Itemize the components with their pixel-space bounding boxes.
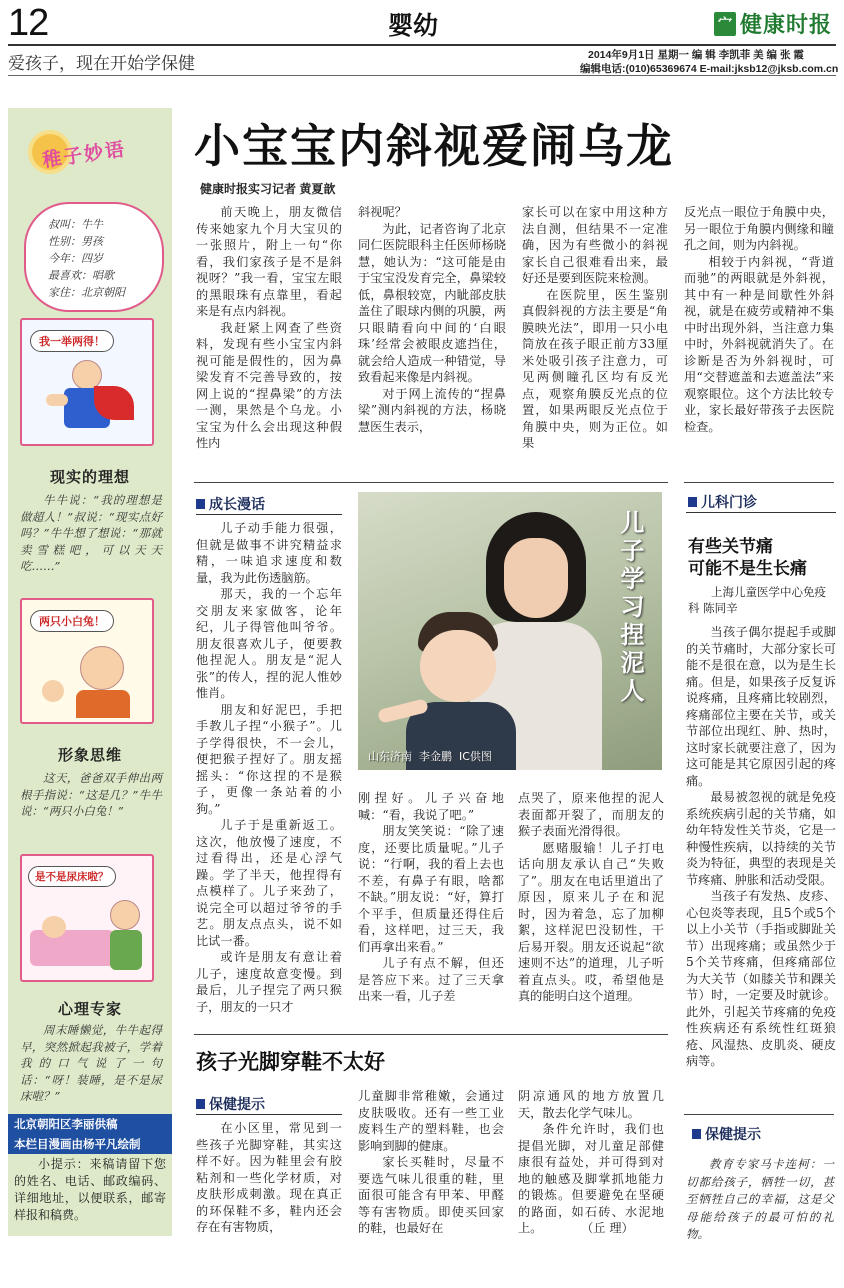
profile-line: 最喜欢：唱歌 [48,269,114,282]
comic-bubble: 两只小白兔！ [30,610,114,632]
main-headline: 小宝宝内斜视爱闹乌龙 [194,119,674,173]
child-illustration [36,640,140,720]
clinic-body [686,624,836,1070]
section-square-icon [688,497,697,507]
logo-text: 健康时报 [740,12,833,38]
paragraph: 当孩子有发热、皮疹、心包炎等表现，且5个或5个以上小关节（手指或脚趾关节）出现疼痛；或虽然少于5个关节疼痛，但疼痛部位为大关节（如膝关节和踝关节）时，一定要及时就诊。此外，引起关节疼痛的免疫性疾病还有系统性红斑狼疮、风湿热、皮肌炎、硬皮病等。 [686,889,836,1068]
growth-col-3 [518,790,664,1005]
tagline: 爱孩子，现在开始学保健 [8,54,195,74]
paragraph: 家长买鞋时，尽量不要选气味儿很重的鞋，里面很可能含有甲苯、甲醛等有害物质。即使买回家的鞋，也最好在 [358,1155,504,1235]
submission-tip: 小提示：来稿请留下您的姓名、电话、邮政编码、详细地址，以便联系，邮寄样报和稿费。 [14,1157,166,1222]
paragraph: 儿子动手能力很强，但就是做事不讲究精益求精，一味追求速度和数量，我为此伤透脑筋。 [196,521,342,585]
paragraph: 或许是朋友有意让着儿子，速度故意变慢。到最后，儿子捏完了两只猴子，朋友的一只才 [196,950,342,1014]
paragraph: 反光点一眼位于角膜中央，另一眼位于角膜内侧缘和瞳孔之间，则为内斜视。 [684,205,834,252]
paragraph: 愿赌服输！儿子打电话向朋友承认自己“失败了”。朋友在电话里道出了原因，原来儿子在和泥时，因为着急，忘了加柳絮，这样泥巴没韧性，干后易开裂。朋友还说起“欲速则不达”的道理，儿子听着直点头。哎，希望他是真的能明白这个道理。 [518,840,664,1003]
shoes-headline: 孩子光脚穿鞋不太好 [196,1050,385,1074]
paragraph: 阴凉通风的地方放置几天，散去化学气味儿。 [518,1089,664,1120]
child-figure [398,612,518,770]
section-title: 婴幼 [388,11,439,40]
paragraph: 我赶紧上网查了些资料，发现有些小宝宝内斜视可能是假性的，因为鼻梁发育不完善导致的，按网上说的“捏鼻梁”的方法一测，果然是个乌龙。小宝宝为什么会出现这种假性内 [196,320,342,450]
paragraph: 最易被忽视的就是免疫系统疾病引起的关节痛，如幼年特发性关节炎，它是一种慢性疾病，以持续的关节炎为特征，典型的表现是关节疼痛、肿胀和活动受限。 [686,790,836,887]
paragraph: 刚捏好。儿子兴奋地喊：“看，我说了吧。” [358,791,504,822]
profile-box [24,202,164,312]
profile-cloud [14,118,168,318]
section-label-text: 保健提示 [705,1126,761,1142]
comic-text: 周末睡懒觉，牛牛起得早，突然掀起我被子，学着我的口气说了一句话：“呀！装睡，是不是尿床啦？” [20,1023,162,1103]
clinic-label [688,492,757,512]
paragraph: 点哭了，原来他捏的泥人表面都开裂了，而朋友的猴子表面光滑得很。 [518,791,664,838]
divider-right [684,482,834,483]
paragraph: 儿子有点不解，但还是答应下来。过了三天拿出来一看，儿子差 [358,956,504,1003]
comic-text: 牛牛说：“我的理想是做超人！”叔说：“现实点好吗？”牛牛想了想说：“那就卖雪糕吧，可以天天吃……” [20,493,162,573]
section-label-text: 儿科门诊 [701,494,757,510]
growth-col-1 [196,520,342,1015]
main-col-3 [522,204,668,452]
credit-bar-1: 北京朝阳区李丽供稿 [8,1114,172,1134]
comic-panel-2 [20,598,154,724]
masthead-rule-2 [8,75,836,76]
superhero-illustration [44,360,134,440]
paragraph: 前天晚上，朋友微信传来她家九个月大宝贝的一张照片，附上一句“你看，我们家孩子是不是斜视呀？”我一看，宝宝左眼的黑眼珠有点靠里，看起来是有点内斜视。 [196,205,342,318]
health-tip-label [692,1124,761,1144]
shoes-label-rule [196,1114,342,1115]
logo-mark-icon: 宀 [714,12,736,36]
profile-line: 今年：四岁 [48,252,103,265]
comic-bubble: 我一举两得！ [30,330,114,352]
clinic-label-rule [686,512,836,513]
paragraph: 在小区里，常见到一些孩子光脚穿鞋，其实这样不好。因为鞋里会有胶粘剂和一些化学材质，对皮肤形成刺激。现在真正的环保鞋不多，鞋内还会存在有害物质， [196,1121,342,1234]
masthead-rule [8,44,836,46]
growth-label [196,494,265,514]
paragraph: 相较于内斜视，“背道而驰”的两眼就是外斜视，其中有一种是间歇性外斜视，就是在疲劳或精神不集中时出现外斜，当注意力集中时，外斜视就消失了。在诊断是否为外斜视时，可用“交替遮盖和去遮盖法”来观察眼位。这个方法比较专业，家长最好带孩子去医院检查。 [684,254,834,434]
clinic-byline: 上海儿童医学中心免疫科 陈同辛 [688,585,826,615]
comic-title: 现实的理想 [49,468,130,486]
profile-line: 叔叫：牛牛 [48,218,103,231]
paragraph: 那天，我的一个忘年交朋友来家做客，论年纪，儿子得管他叫爷爷。朋友很喜欢儿子，便要教他捏泥人。朋友是“泥人张”的传人，捏的泥人惟妙惟肖。 [196,587,342,700]
photo-title: 儿子学习捏泥人 [616,510,644,706]
section-label-text: 成长漫话 [209,496,265,512]
main-col-4 [684,204,834,435]
divider-tip [684,1114,834,1115]
paragraph: 当孩子偶尔提起手或脚的关节痛时，大部分家长可能不是很在意，以为是生长痛。但是，如果孩子反复诉说疼痛，且疼痛比较剧烈，疼痛部位主要在关节，或关节部位出现红、肿、热时，这时家长就要注意了，因为这可能是其它原因引起的疼痛。 [686,625,836,788]
page-number: 12 [8,2,49,44]
bed-illustration [30,896,148,980]
comic-title: 心理专家 [57,1000,122,1018]
comic-title: 形象思维 [57,746,122,764]
logo [714,8,832,39]
contact-line: 编辑电话:(010)65369674 E-mail:jksb12@jksb.com.cn [580,63,839,75]
paragraph: 条件允许时，我们也提倡光脚，对儿童足部健康很有益处，并可得到对地的触感及脚掌抓地能力的锻炼。但要避免在坚硬的路面，如石砖、水泥地上。 （丘 理） [518,1122,664,1235]
section-label-text: 保健提示 [209,1096,265,1112]
date-line: 2014年9月1日 星期一 编 辑 李凯菲 美 编 张 霞 [588,49,804,61]
profile-line: 家住：北京朝阳 [48,286,125,299]
paragraph: 朋友笑笑说：“除了速度，还要比质量呢。”儿子说：“行啊，我的看上去也不差，有鼻子有眼，啥都不缺。”朋友说：“好，算打个平手，但质量还得住后看，这样吧，过三天，我们再拿出来看。” [358,824,504,954]
clinic-headline-1: 有些关节痛 [688,537,773,557]
comic-bubble: 是不是尿床啦？ [28,866,116,887]
shoes-label [196,1094,265,1114]
clinic-headline-2: 可能不是生长痛 [688,559,807,579]
photo-mother-child [358,492,662,770]
shoes-col-1 [196,1120,342,1236]
main-col-1 [196,204,342,452]
paragraph: 儿子于是重新返工。这次，他放慢了速度，不过看得出，还是心浮气躁。学了半天，他捏得有点模样了。儿子来劲了，说完全可以超过爷爷的手艺。朋友点点头，说不如比试一番。 [196,818,342,948]
badge-text: 稚子妙语 [41,138,128,172]
growth-label-rule [196,514,342,515]
paragraph: 儿童脚非常稚嫩，会通过皮肤吸收。还有一些工业废料生产的塑料鞋，也会影响到脚的健康。 [358,1089,504,1153]
main-col-2 [358,204,506,435]
paragraph: 家长可以在家中用这种方法自测，但结果不一定准确，因为有些微小的斜视家长自己很难看出来，最好还是要到医院来检测。 [522,205,668,285]
shoes-col-2 [358,1088,504,1237]
health-tip-text: 教育专家马卡连柯：一切都给孩子，牺牲一切，甚至牺牲自己的幸福，这是父母能给孩子的最可怕的礼物。 [686,1157,834,1241]
paragraph: 斜视呢？ [358,205,407,219]
shoes-col-3 [518,1088,664,1237]
comic-panel-1 [20,318,154,446]
main-byline: 健康时报实习记者 黄夏歆 [200,182,336,196]
divider-main [194,482,668,483]
comic-text: 这天，爸爸双手伸出两根手指说：“这是几？”牛牛说：“两只小白兔！” [20,771,162,818]
sidebar [8,108,172,1236]
section-square-icon [692,1129,701,1139]
section-square-icon [196,499,205,509]
paragraph: 对于网上流传的“捏鼻梁”测内斜视的方法，杨晓慧医生表示， [358,386,506,434]
photo-credit: 山东济南 李金鹏 IC供图 [368,750,492,763]
credit-bar-2: 本栏目漫画由杨平凡绘制 [8,1134,172,1154]
divider-shoes [194,1034,668,1035]
section-square-icon [196,1099,205,1109]
paragraph: 朋友和好泥巴，手把手教儿子捏“小猴子”。儿子学得很快，不一会儿，便把猴子捏好了。朋友摇摇头：“你这捏的不是猴子，更像一条站着的小狗。” [196,702,342,816]
growth-col-2 [358,790,504,1005]
profile-line: 性别：男孩 [48,235,103,248]
badge-stiz [28,124,138,194]
paragraph: 为此，记者咨询了北京同仁医院眼科主任医师杨晓慧，她认为：“这可能是由于宝宝没发育完全，鼻梁较低，鼻根较宽，内眦部皮肤盖住了眼球内侧的巩膜，两只眼睛看向中间的‘白眼珠’经常会被眼皮遮挡住，就会给人造成一种错觉，导致看起来像是内斜视。 [358,221,506,384]
paragraph: 在医院里，医生鉴别真假斜视的方法主要是“角膜映光法”，即用一只小电筒放在孩子眼正前方33厘米处吸引孩子注意力，可见两侧瞳孔区均有反光点，观察角膜反光点的位置，如果两眼反光点位于角膜中央，则为正位。如果 [522,287,668,450]
comic-panel-3 [20,854,154,982]
